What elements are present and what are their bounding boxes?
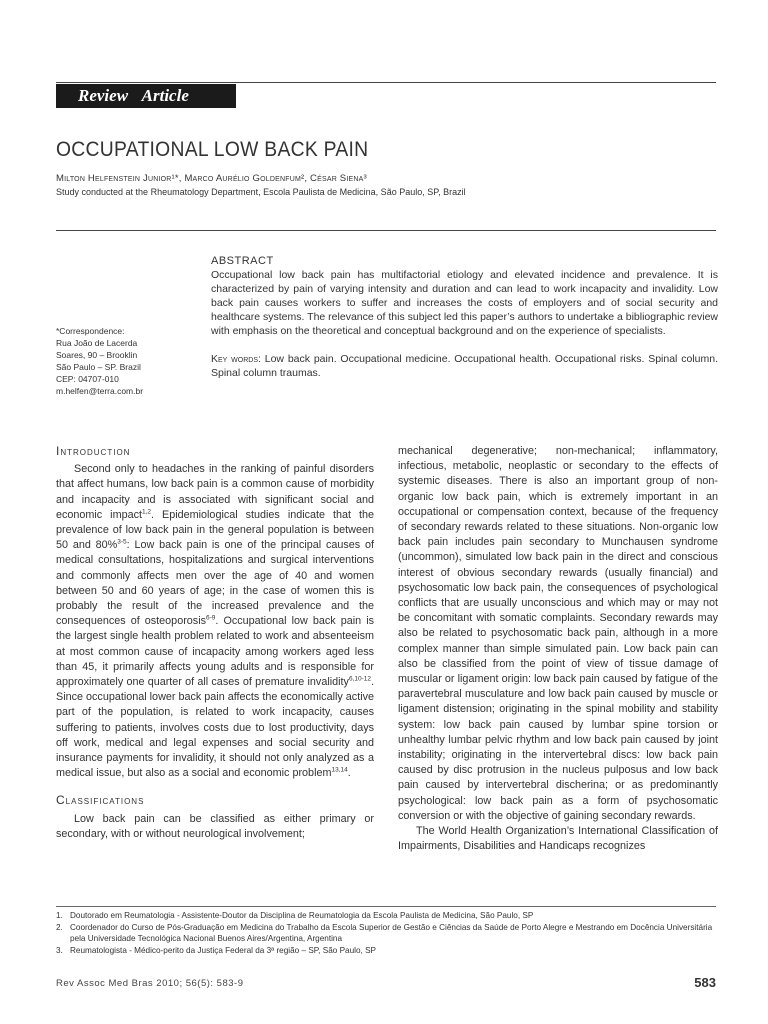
correspondence-line: Rua João de Lacerda [56, 338, 138, 348]
footnote-number: 1. [56, 911, 63, 920]
footnote-rule [56, 906, 716, 907]
intro-paragraph [56, 462, 374, 781]
correspondence-label: *Correspondence: [56, 326, 125, 336]
section-heading-introduction: Introduction [56, 444, 131, 458]
abstract-heading: ABSTRACT [211, 255, 274, 267]
footnote-number: 3. [56, 945, 63, 955]
footnote [56, 910, 716, 922]
text-run: . Epidemiological studies indicate that the prevalence of low back pain in the general population is between 50 and 80% [56, 508, 375, 552]
footnote-text: Coordenador do Curso de Pós-Graduação em Medicina do Trabalho da Escola Superior de Gestão e Ciências da Saúde de Porto Alegre e Mestrando em Docência Universitária pela Universidade Tecnológica Nacional Buenos Aires/Argentina, Argentina [70, 922, 713, 943]
classifications-paragraph-cont: mechanical degenerative; non-mechanical; inflammatory, infectious, metabolic, neoplastic or secondary to the effects of systemic diseases. There is also an important group of non-organic low back pain, which is extremely important in an occupational or compensation context, because of the frequency of secondary rewards related to these situations. Non-organic low back pain includes pain secondary to Munchausen syndrome (uncommon), simulated low back pain in the direct and conscious interest of obvious secondary rewards (usually financial) and psychosomatic low back pain, the consequences of psychological conflicts that are usually unconscious and which may or may not be concomitant with somatic complaints. Secondary rewards may also be related to psychosomatic back pain, although in a more complex manner than simple simulated pain. Low back pain can also be classified from the point of view of tissue damage of muscular or ligament origin: low back pain caused by fatigue of the paravertebral musculature and low back pain caused by muscle or ligament distension; originating in the spinal mobility and stability system: low back pain caused by lumbar spine torsion or unhealthy lumbar pelvic rhythm and low back pain caused by joint instability; originating in the intervertebral discs: low back pain caused by disc protrusion in the nucleus pulposus and low back pain caused by intervertebral discherina; or as predominantly psychological: low back pain as a form of psychosomatic conversion or with the objective of gaining secondary rewards. [398, 445, 718, 822]
classifications-paragraph: Low back pain can be classified as either primary or secondary, with or without neurological involvement; [56, 812, 374, 840]
who-paragraph: The World Health Organization’s International Classification of Impairments, Disabilities and Handicaps recognizes [398, 825, 718, 853]
text-run: : Low back pain is one of the principal causes of medical consultations, hospitalizations and surgical interventions and commonly affects men over the age of 40 and women between 50 and 60 years of age; in the case of women this is probably the result of the increased prevalence and the consequences of osteoporosis [56, 539, 374, 628]
footnotes [56, 910, 716, 956]
author-list: Milton Helfenstein Junior¹*, Marco Aurélio Goldenfum², César Siena³ [56, 173, 367, 184]
correspondence-email: m.helfen@terra.com.br [56, 386, 144, 396]
journal-reference: Rev Assoc Med Bras 2010; 56(5): 583-9 [56, 978, 244, 989]
citation: 1,2 [142, 508, 152, 516]
article-title: OCCUPATIONAL LOW BACK PAIN [56, 138, 369, 161]
citation: 6-9 [206, 614, 216, 622]
text-run: . Occupational low back pain is the largest single health problem related to work and absenteeism at most common cause of incapacity among workers aged less than 45, it primarily affects young adults and is responsible for approximately one quarter of all cases of premature invalidity [56, 615, 374, 689]
text-run: . [347, 767, 351, 780]
correspondence-block [56, 325, 143, 397]
citation: 6,10-12 [348, 675, 371, 683]
header-rule [56, 82, 716, 83]
section-tag: Review Article [56, 84, 236, 108]
footnote-text: Reumatologista - Médico-perito da Justiça Federal da 3ª região – SP, São Paulo, SP [70, 945, 376, 955]
footnote-text: Doutorado em Reumatologia - Assistente-Doutor da Disciplina de Reumatologia da Escola Paulista de Medicina, São Paulo, SP [70, 911, 534, 920]
footnote [56, 945, 716, 957]
keywords-label: Key words: [211, 353, 261, 365]
affiliation: Study conducted at the Rheumatology Department, Escola Paulista de Medicina, São Paulo, SP, Brazil [56, 187, 466, 197]
correspondence-line: CEP: 04707-010 [56, 374, 119, 384]
citation: 3-5 [117, 538, 127, 546]
right-column [398, 444, 718, 854]
keywords-text: Low back pain. Occupational medicine. Occupational health. Occupational risks. Spinal column. Spinal column traumas. [211, 353, 718, 379]
abstract-text: Occupational low back pain has multifactorial etiology and elevated incidence and prevalence. It is characterized by pain of varying intensity and duration and can lead to work incapacity and invalidity. Low back pain causes workers to suffer and increases the costs of employers and of social security and healthcare systems. The relevance of this subject led this paper’s authors to undertake a bibliographic review with emphasis on the theoretical and conceptual background and on the experience of specialists. [211, 269, 718, 337]
left-column [56, 444, 374, 842]
text-run: . Since occupational lower back pain affects the economically active part of the population, is related to work incapacity, causes suffering to patients, involves costs due to lost productivity, days off work, medical and legal expenses and social security and insurance payments for invalidity, it should not only analyzed as a medical issue, but also as a social and economic problem [56, 676, 374, 780]
keywords [211, 352, 718, 380]
footnote [56, 922, 716, 945]
citation: 13,14 [331, 766, 348, 774]
abstract-block [211, 254, 718, 380]
section-heading-classifications: Classifications [56, 793, 145, 808]
correspondence-line: Soares, 90 – Brooklin [56, 350, 138, 360]
footnote-number: 2. [56, 922, 63, 932]
page-number: 583 [694, 975, 716, 990]
correspondence-line: São Paulo – SP. Brazil [56, 362, 141, 372]
title-rule [56, 230, 716, 231]
text-run: Second only to headaches in the ranking of painful disorders that affect humans, low back pain is a common cause of morbidity and incapacity and is associated with significant social and economic impact [56, 463, 374, 521]
